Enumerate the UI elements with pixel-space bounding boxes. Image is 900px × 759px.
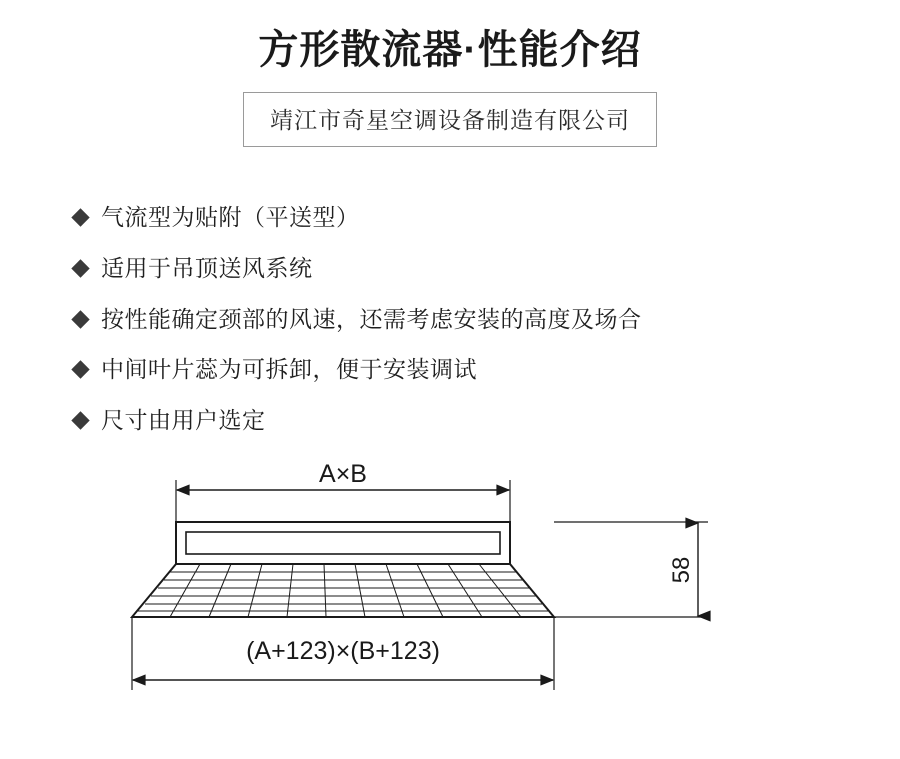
height-dimension-group (554, 522, 708, 617)
bottom-dimension-label: (A+123)×(B+123) (246, 637, 440, 665)
top-dimension-label: A×B (319, 462, 367, 488)
list-item (74, 406, 900, 435)
diamond-bullet-icon (71, 361, 89, 379)
bottom-dimension-group (132, 617, 554, 690)
diffuser-body (132, 522, 554, 617)
feature-text: 适用于吊顶送风系统 (101, 254, 313, 281)
feature-text: 气流型为贴附（平送型） (101, 204, 360, 230)
feature-text: 中间叶片蕊为可拆卸，便于安装调试 (101, 356, 477, 383)
list-item (74, 254, 900, 283)
page-title: 方形散流器·性能介绍 (258, 28, 642, 72)
list-item (74, 355, 900, 384)
company-name: 靖江市奇星空调设备制造有限公司 (243, 92, 657, 147)
height-dimension-label: 58 (668, 556, 695, 584)
list-item (74, 305, 900, 334)
feature-text: 尺寸由用户选定 (101, 407, 266, 433)
feature-text: 按性能确定颈部的风速，还需考虑安装的高度及场合 (101, 305, 642, 332)
diagram-container (0, 462, 900, 712)
diamond-bullet-icon (71, 310, 89, 328)
list-item (74, 203, 900, 232)
square-diffuser-dimension-drawing (130, 462, 770, 712)
company-name-container (0, 92, 900, 147)
diamond-bullet-icon (71, 208, 89, 226)
diamond-bullet-icon (71, 411, 89, 429)
feature-list (0, 203, 900, 435)
diamond-bullet-icon (71, 259, 89, 277)
